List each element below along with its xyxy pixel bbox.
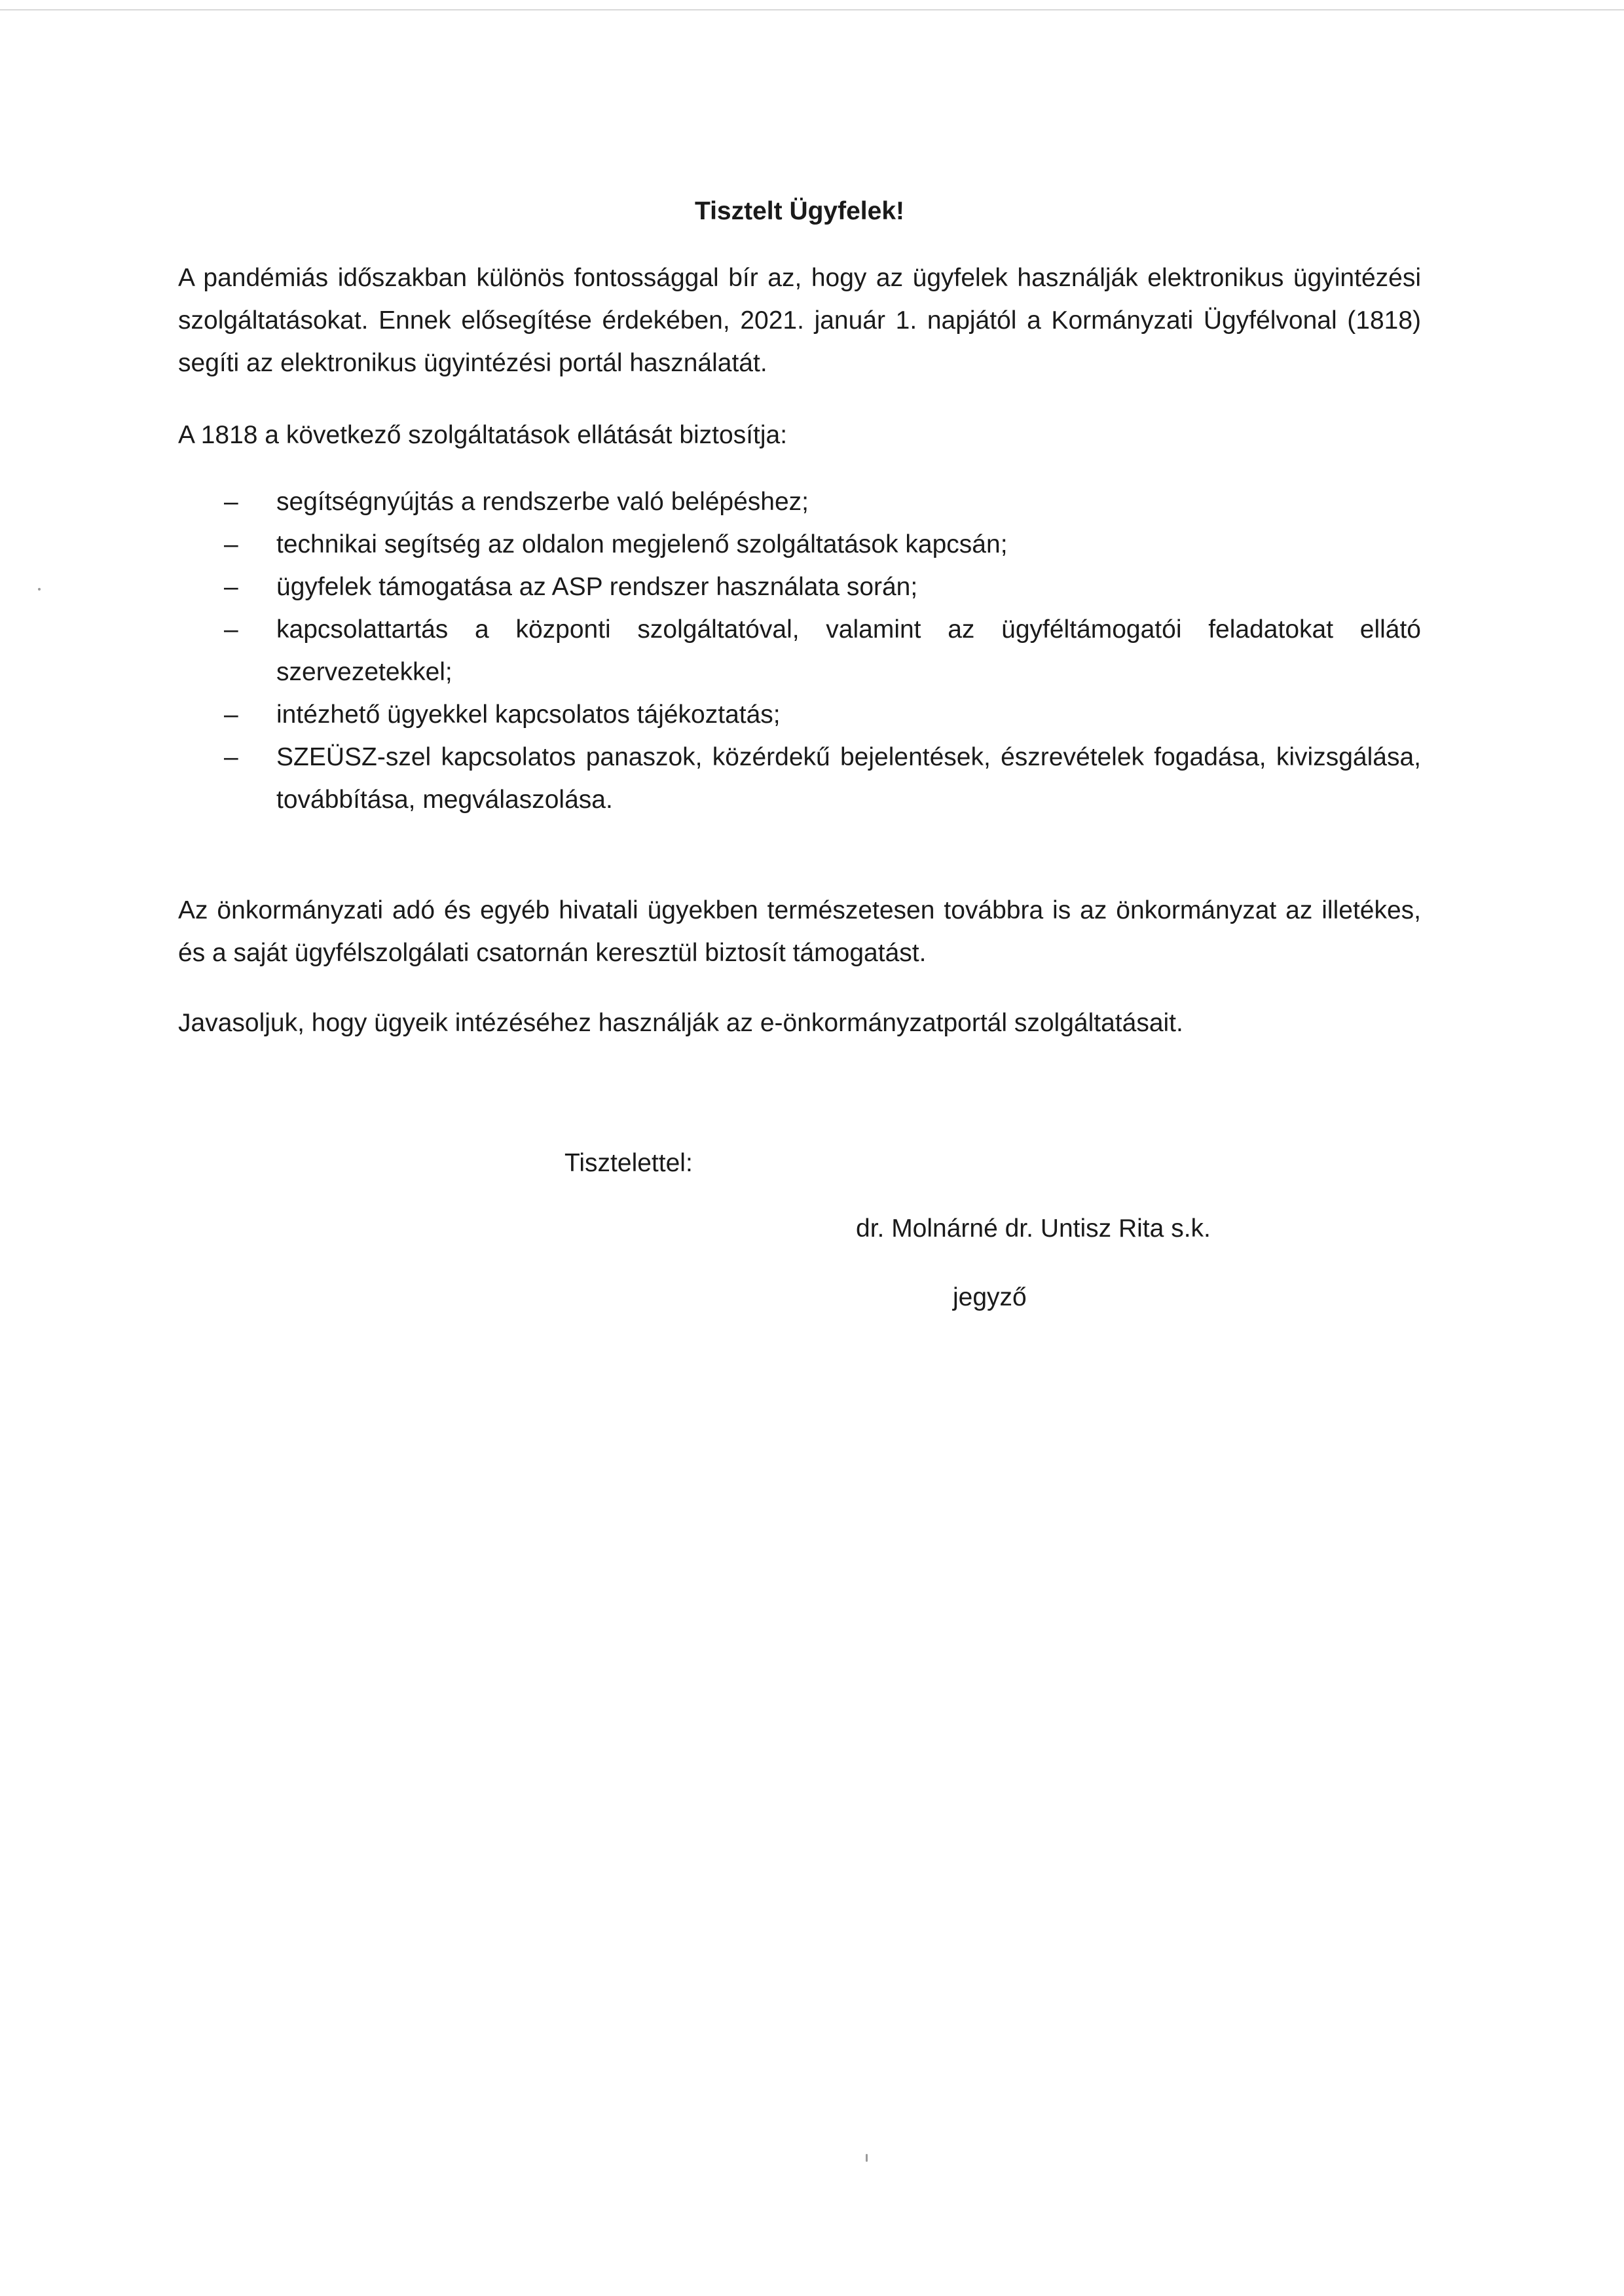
list-item [178,566,1421,608]
local-government-note: Az önkormányzati adó és egyéb hivatali ügyekben természetesen továbbra is az önkormányzat az illetékes, és a saját ügyfélszolgálati csatornán keresztül biztosít támogatást. [178,896,1421,967]
list-item-text: segítségnyújtás a rendszerbe való belépéshez; [276,488,809,516]
list-item [178,523,1421,566]
list-dash: – [224,743,238,771]
list-item-text: intézhető ügyekkel kapcsolatos tájékoztatás; [276,701,781,729]
list-item [178,608,1421,693]
list-dash: – [224,615,238,644]
list-item-text: ügyfelek támogatása az ASP rendszer használata során; [276,573,918,601]
list-item [178,481,1421,523]
closing-salutation: Tisztelettel: [564,1149,693,1177]
letter-greeting: Tisztelt Ügyfelek! [694,197,905,225]
scan-speck [38,588,41,591]
services-list [178,481,1421,821]
list-item-text: SZEÜSZ-szel kapcsolatos panaszok, közérdekű bejelentések, észrevételek fogadása, kivizsgálása, továbbítása, megválaszolása. [276,743,1421,814]
list-item-text: technikai segítség az oldalon megjelenő szolgáltatások kapcsán; [276,530,1008,558]
intro-paragraph: A pandémiás időszakban különös fontossággal bír az, hogy az ügyfelek használják elektronikus ügyintézési szolgáltatásokat. Ennek elősegítése érdekében, 2021. január 1. napjától a Kormányzati Ügyfélvonal (1818) segíti az elektronikus ügyintézési portál használatát. [178,264,1421,377]
signer-name: dr. Molnárné dr. Untisz Rita s.k. [856,1214,1211,1243]
recommendation: Javasoljuk, hogy ügyeik intézéséhez használják az e-önkormányzatportál szolgáltatásait. [178,1009,1183,1037]
list-dash: – [224,573,238,601]
scan-speck [866,2154,868,2162]
list-dash: – [224,701,238,729]
list-item-text: kapcsolattartás a központi szolgáltatóval, valamint az ügyféltámogatói feladatokat ellátó szervezetekkel; [276,615,1421,686]
list-item [178,693,1421,736]
list-dash: – [224,488,238,516]
list-dash: – [224,530,238,558]
signer-role: jegyző [953,1283,1027,1311]
list-item [178,736,1421,821]
services-lead: A 1818 a következő szolgáltatások ellátását biztosítja: [178,421,788,449]
scan-top-edge [0,9,1624,10]
